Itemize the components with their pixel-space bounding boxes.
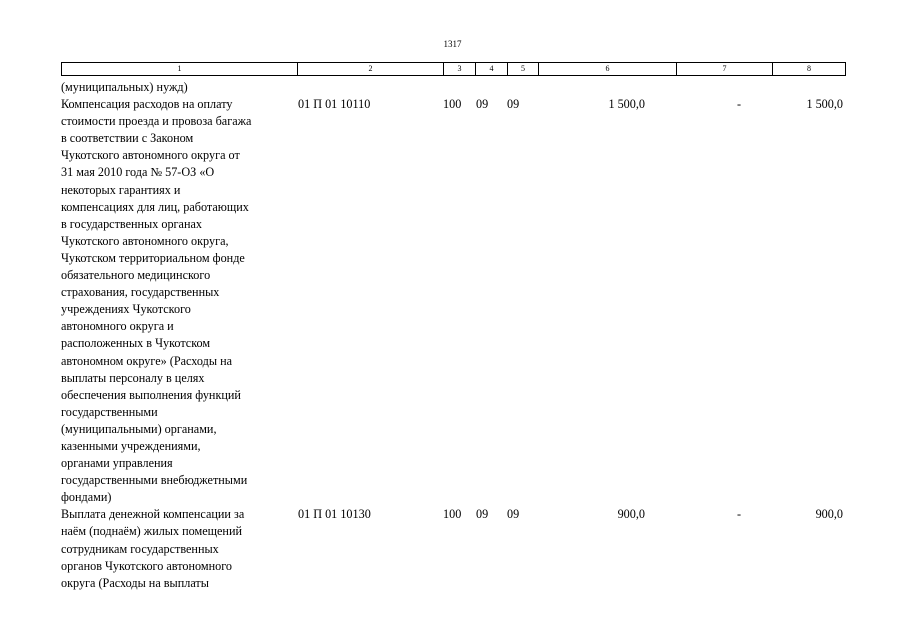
row-amount-total: 1 500,0 [608,97,645,112]
table-row [61,96,845,506]
table-body [61,79,845,592]
page-number: 1317 [443,39,462,49]
row-amount-final: 900,0 [815,507,843,522]
row-amount-change: - [736,507,741,522]
row-target-code: 01 П 01 10110 [298,97,371,112]
row-amount-change: - [736,97,741,112]
table-row [61,506,845,591]
header-col-6: 6 [539,63,677,76]
row-expense-type: 100 [443,97,462,112]
row-expense-type: 100 [443,507,462,522]
header-col-5: 5 [508,63,539,76]
header-col-3: 3 [444,63,476,76]
row-section: 09 [476,507,489,522]
header-col-4: 4 [476,63,508,76]
header-col-1: 1 [62,63,298,76]
header-col-2: 2 [298,63,444,76]
header-col-7: 7 [677,63,773,76]
row-description: Выплата денежной компенсации за наём (поднаём) жилых помещений сотрудникам государственных органов Чукотского автономного округа (Расходы на выплаты [61,507,245,590]
column-number-header [61,62,846,76]
row-section: 09 [476,97,489,112]
row-subsection: 09 [507,507,520,522]
header-col-8: 8 [773,63,846,76]
row-target-code: 01 П 01 10130 [298,507,371,522]
continuation-text: (муниципальных) нужд) [61,80,188,94]
row-subsection: 09 [507,97,520,112]
row-description: Компенсация расходов на оплату стоимости проезда и провоза багажа в соответствии с Законом Чукотского автономного округа от 31 мая 2010 года № 57-ОЗ «О некоторых гарантиях и компенсациях для лиц, работающих в государственных органах Чукотского автономного округа, Чукотском территориальном фонде обязательного медицинского страхования, государственных учреждениях Чукотского автономного округа и расположенных в Чукотском автономном округе» (Расходы на выплаты персоналу в целях обеспечения выполнения функций государственными (муниципальными) органами, казенными учреждениями, органами управления государственными внебюджетными фондами) [61,97,252,505]
row-amount-total: 900,0 [617,507,645,522]
row-amount-final: 1 500,0 [806,97,843,112]
